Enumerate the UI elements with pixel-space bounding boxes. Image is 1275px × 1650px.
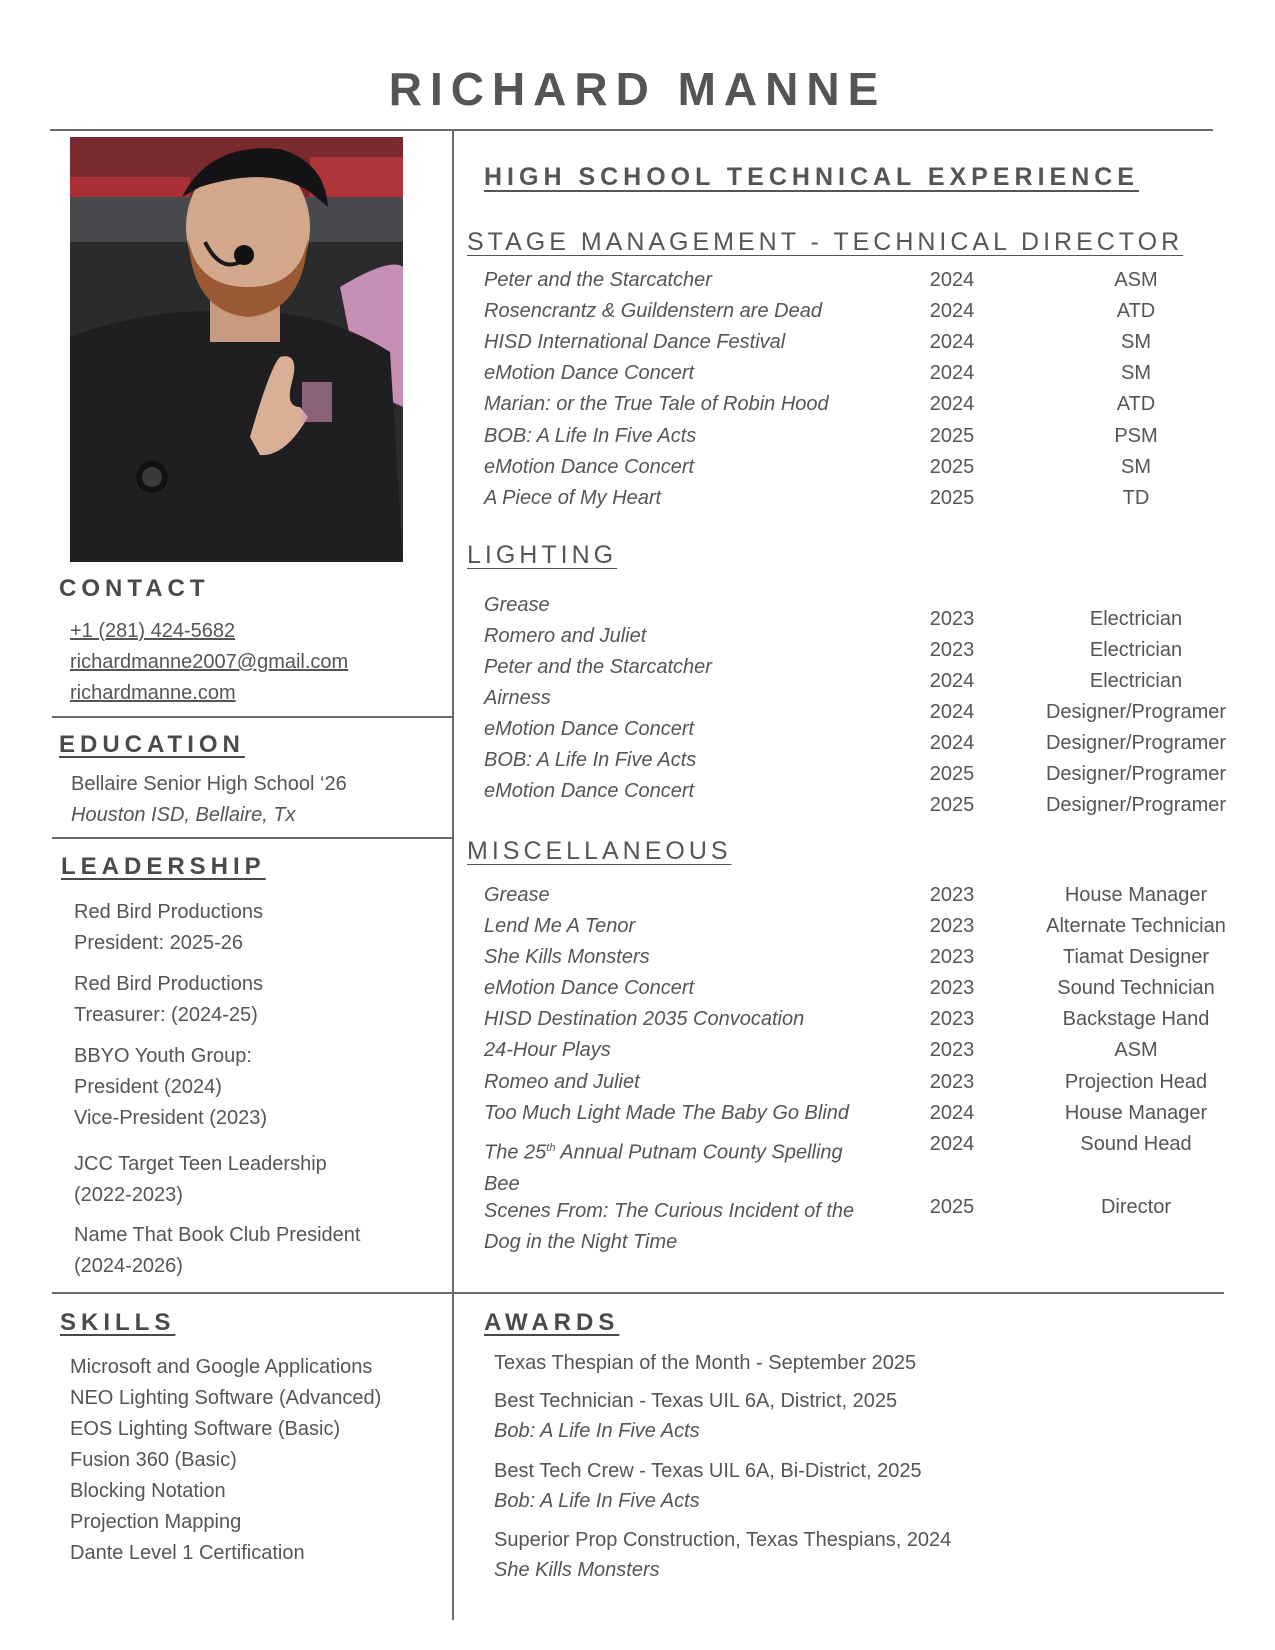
lighting-entry: 2023 Electrician [929,639,1183,661]
table-row: Lend Me A Tenor 2023 Alternate Technician [484,915,1226,937]
table-row: Rosencrantz & Guildenstern are Dead 2024 ATD [484,300,1156,322]
table-row: The 25th Annual Putnam County Spelling Bee 2024 Sound Head [484,1133,1192,1195]
award-item: Best Technician - Texas UIL 6A, District, 2025 Bob: A Life In Five Acts [494,1390,898,1442]
table-row: eMotion Dance Concert 2024 SM [484,362,1151,384]
profile-photo [70,137,403,562]
email-link[interactable]: richardmanne2007@gmail.com [70,651,349,673]
lighting-title: eMotion Dance Concert [484,780,695,802]
leadership-item: Name That Book Club President (2024-2026) [74,1224,361,1277]
contact-divider [52,716,452,718]
table-row: Peter and the Starcatcher 2024 ASM [484,269,1158,291]
lighting-entry: 2024 Electrician [929,670,1183,692]
column-divider [452,130,454,1620]
lighting-entry: 2025 Designer/Programer [929,763,1227,785]
lighting-title: Grease [484,594,550,616]
lighting-title: Romero and Juliet [484,625,647,647]
lighting-entry: 2024 Designer/Programer [929,732,1227,754]
lighting-title: eMotion Dance Concert [484,718,695,740]
school-name: Bellaire Senior High School ‘26 [71,773,347,795]
skill-item: NEO Lighting Software (Advanced) [70,1387,382,1409]
table-row: A Piece of My Heart 2025 TD [484,487,1150,509]
table-row: Marian: or the True Tale of Robin Hood 2024 ATD [484,393,1156,415]
school-district: Houston ISD, Bellaire, Tx [71,804,296,826]
skills-list [70,1352,381,1569]
education-divider [52,837,452,839]
lighting-heading: LIGHTING [467,541,618,569]
table-row: She Kills Monsters 2023 Tiamat Designer [484,946,1209,968]
table-row: HISD Destination 2035 Convocation 2023 Backstage Hand [484,1008,1210,1030]
lighting-title: Airness [484,687,551,709]
award-item: Superior Prop Construction, Texas Thespians, 2024 She Kills Monsters [494,1529,952,1581]
table-row: HISD International Dance Festival 2024 SM [484,331,1151,353]
skills-heading: SKILLS [60,1309,176,1336]
leadership-item: Red Bird Productions President: 2025-26 [74,901,263,954]
lighting-titles [484,590,904,807]
table-row: BOB: A Life In Five Acts 2025 PSM [484,425,1158,447]
skill-item: Fusion 360 (Basic) [70,1449,237,1471]
table-row: Too Much Light Made The Baby Go Blind 2024 House Manager [484,1102,1208,1124]
contact-heading: CONTACT [59,575,210,602]
lighting-entry: 2025 Designer/Programer [929,794,1227,816]
stage-management-table [484,269,1244,519]
skill-item: Blocking Notation [70,1480,226,1502]
lighting-entries [917,604,1247,821]
table-row: eMotion Dance Concert 2023 Sound Technician [484,977,1215,999]
experience-heading: HIGH SCHOOL TECHNICAL EXPERIENCE [484,163,1139,191]
lighting-title: Peter and the Starcatcher [484,656,712,678]
website-link[interactable]: richardmanne.com [70,682,236,704]
leadership-item: Red Bird Productions Treasurer: (2024-25) [74,973,263,1026]
table-row: Romeo and Juliet 2023 Projection Head [484,1071,1208,1093]
lighting-title: BOB: A Life In Five Acts [484,749,697,771]
award-item: Best Tech Crew - Texas UIL 6A, Bi-District, 2025 Bob: A Life In Five Acts [494,1460,922,1512]
skill-item: Microsoft and Google Applications [70,1356,373,1378]
skill-item: Projection Mapping [70,1511,242,1533]
table-row: 24-Hour Plays 2023 ASM [484,1039,1158,1061]
lighting-entry: 2023 Electrician [929,608,1183,630]
miscellaneous-table [484,884,1244,1254]
table-row: Scenes From: The Curious Incident of the Dog in the Night Time 2025 Director [484,1196,1171,1253]
leadership-heading: LEADERSHIP [61,853,266,880]
miscellaneous-heading: MISCELLANEOUS [467,837,732,865]
leadership-item: BBYO Youth Group: President (2024) Vice-President (2023) [74,1045,268,1129]
skill-item: EOS Lighting Software (Basic) [70,1418,341,1440]
table-row: Grease 2023 House Manager [484,884,1208,906]
leadership-item: JCC Target Teen Leadership (2022-2023) [74,1153,327,1206]
page-title: RICHARD MANNE [388,63,887,115]
skill-item: Dante Level 1 Certification [70,1542,305,1564]
table-row: eMotion Dance Concert 2025 SM [484,456,1151,478]
awards-heading: AWARDS [484,1309,620,1336]
lighting-entry: 2024 Designer/Programer [929,701,1227,723]
header-divider [50,129,1213,131]
award-item: Texas Thespian of the Month - September 2025 [494,1352,917,1374]
stage-management-heading: STAGE MANAGEMENT - TECHNICAL DIRECTOR [467,228,1184,256]
education-heading: EDUCATION [59,731,245,758]
bottom-divider [52,1292,1224,1294]
phone-link[interactable]: +1 (281) 424-5682 [70,620,236,642]
